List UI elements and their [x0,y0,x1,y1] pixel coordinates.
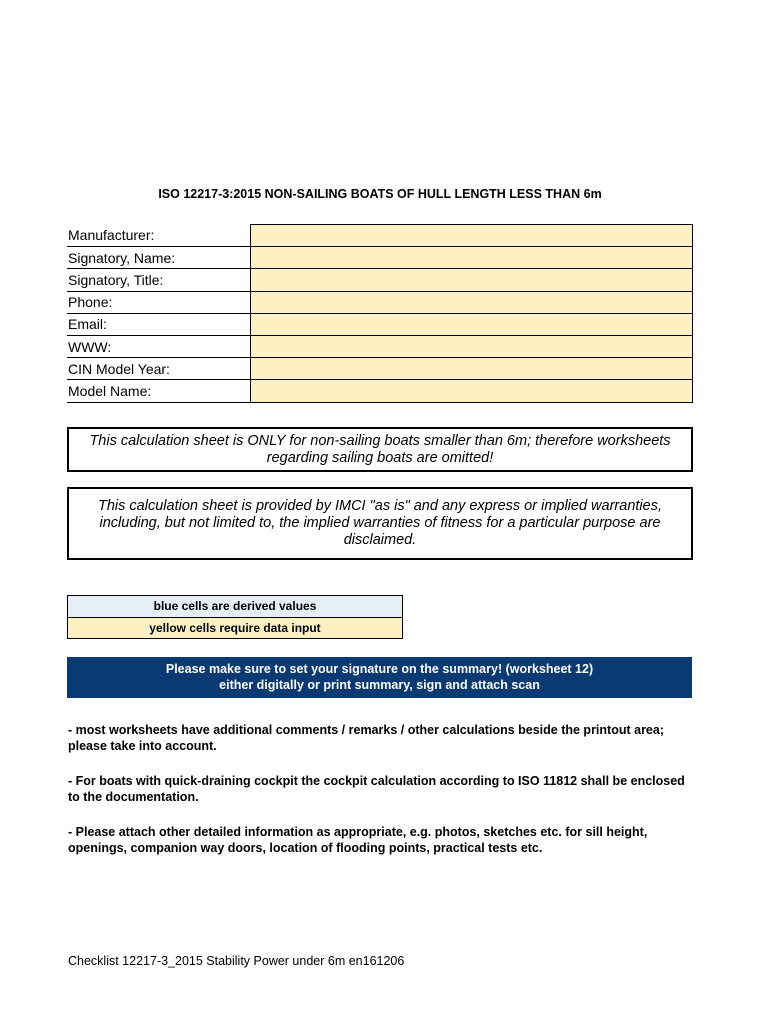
footer-filename: Checklist 12217-3_2015 Stability Power under 6m en161206 [68,954,405,968]
form-row-signatory-name [67,247,693,269]
signatory-name-label: Signatory, Name: [67,247,250,269]
signature-banner-line2: either digitally or print summary, sign and attach scan [219,677,540,692]
cin-model-year-label: CIN Model Year: [67,358,250,380]
page-title: ISO 12217-3:2015 NON-SAILING BOATS OF HULL LENGTH LESS THAN 6m [158,187,602,201]
form-row-model-name [67,380,693,402]
www-input[interactable] [250,335,693,357]
model-name-label: Model Name: [67,380,250,402]
remark-attachments: - Please attach other detailed information as appropriate, e.g. photos, sketches etc. for sill height, openings, companion way doors, location of flooding points, practical tests etc. [68,825,648,855]
model-name-input[interactable] [250,380,693,402]
disclaimer-note: This calculation sheet is provided by IMCI "as is" and any express or implied warranties, including, but not limited to, the implied warranties of fitness for a particular purpose are disclaimed. [67,487,693,560]
details-form [67,224,693,403]
www-label: WWW: [67,335,250,357]
signatory-title-input[interactable] [250,269,693,291]
phone-input[interactable] [250,291,693,313]
form-row-phone [67,291,693,313]
form-row-email [67,313,693,335]
signatory-name-input[interactable] [250,247,693,269]
phone-label: Phone: [67,291,250,313]
cin-model-year-input[interactable] [250,358,693,380]
non-sailing-note: This calculation sheet is ONLY for non-sailing boats smaller than 6m; therefore worksheets regarding sailing boats are omitted! [67,427,693,472]
email-input[interactable] [250,313,693,335]
form-row-signatory-title [67,269,693,291]
remark-worksheets: - most worksheets have additional comments / remarks / other calculations beside the printout area; please take into account. [68,723,664,753]
legend-derived-values: blue cells are derived values [68,596,403,618]
legend-data-input: yellow cells require data input [68,617,403,639]
form-row-www [67,335,693,357]
manufacturer-input[interactable] [250,225,693,247]
form-row-manufacturer [67,225,693,247]
email-label: Email: [67,313,250,335]
signature-banner [67,657,692,698]
color-legend [67,595,403,639]
signatory-title-label: Signatory, Title: [67,269,250,291]
signature-banner-line1: Please make sure to set your signature on the summary! (worksheet 12) [165,662,594,676]
remark-cockpit: - For boats with quick-draining cockpit the cockpit calculation according to ISO 11812 shall be enclosed to the documentation. [68,774,685,804]
form-row-cin-model-year [67,358,693,380]
manufacturer-label: Manufacturer: [67,225,250,247]
